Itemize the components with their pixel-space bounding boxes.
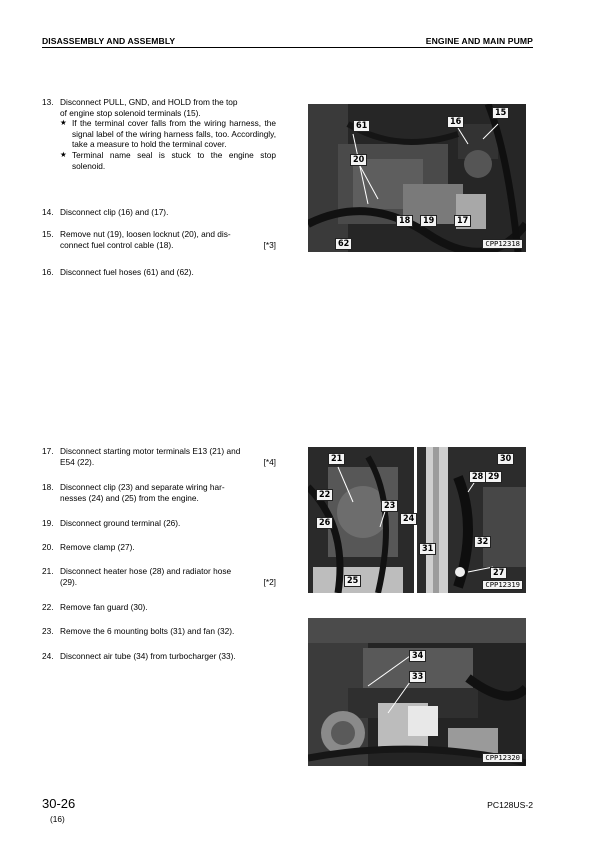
callout-label: 29 bbox=[485, 471, 502, 483]
step-text: Remove clamp (27). bbox=[60, 542, 135, 552]
callout-label: 15 bbox=[492, 107, 509, 119]
step-text: Disconnect fuel hoses (61) and (62). bbox=[60, 267, 194, 277]
step-text: Disconnect air tube (34) from turbocharger (33). bbox=[60, 651, 236, 661]
photo-illustration bbox=[308, 104, 526, 252]
step-number: 18. bbox=[42, 482, 54, 492]
photo-code: CPP12319 bbox=[482, 580, 523, 590]
engine-photo-turbocharger bbox=[308, 618, 526, 766]
model-number: PC128US-2 bbox=[487, 800, 533, 810]
step-19 bbox=[42, 518, 276, 529]
step-20 bbox=[42, 542, 276, 553]
reference-mark: [*3] bbox=[263, 239, 276, 250]
callout-label: 27 bbox=[490, 567, 507, 579]
star-icon: ★ bbox=[60, 118, 67, 128]
step-number: 20. bbox=[42, 542, 54, 552]
step-text-cont: E54 (22). bbox=[60, 456, 95, 467]
step-number: 16. bbox=[42, 267, 54, 277]
step-note: Terminal name seal is stuck to the engine stop solenoid. bbox=[72, 149, 276, 171]
step-number: 17. bbox=[42, 446, 54, 456]
step-number: 23. bbox=[42, 626, 54, 636]
step-13 bbox=[42, 97, 276, 171]
engine-photo-starter-fan bbox=[308, 447, 526, 593]
page-number: 30-26 bbox=[42, 796, 76, 811]
step-18 bbox=[42, 482, 276, 503]
chapter-title: ENGINE AND MAIN PUMP bbox=[425, 36, 533, 46]
step-text-cont: of engine stop solenoid terminals (15). bbox=[60, 107, 201, 118]
callout-label: 30 bbox=[497, 453, 514, 465]
step-text: Remove the 6 mounting bolts (31) and fan (32). bbox=[60, 626, 235, 636]
step-number: 21. bbox=[42, 566, 54, 576]
reference-mark: [*4] bbox=[263, 456, 276, 467]
callout-label: 16 bbox=[447, 116, 464, 128]
callout-label: 33 bbox=[409, 671, 426, 683]
callout-label: 26 bbox=[316, 517, 333, 529]
star-icon: ★ bbox=[60, 149, 67, 159]
step-text: Disconnect starting motor terminals E13 (21) and bbox=[60, 446, 241, 456]
step-15 bbox=[42, 229, 276, 250]
header-rule bbox=[42, 47, 533, 48]
step-text: Disconnect clip (23) and separate wiring har- bbox=[60, 482, 225, 492]
step-number: 15. bbox=[42, 229, 54, 239]
step-text: Disconnect heater hose (28) and radiator hose bbox=[60, 566, 232, 576]
callout-label: 22 bbox=[316, 489, 333, 501]
callout-label: 20 bbox=[350, 154, 367, 166]
callout-label: 17 bbox=[454, 215, 471, 227]
step-text: Disconnect ground terminal (26). bbox=[60, 518, 181, 528]
step-text: Remove fan guard (30). bbox=[60, 602, 148, 612]
step-17 bbox=[42, 446, 276, 467]
step-text-cont: connect fuel control cable (18). bbox=[60, 239, 174, 250]
photo-code: CPP12318 bbox=[482, 239, 523, 249]
callout-label: 61 bbox=[353, 120, 370, 132]
step-23 bbox=[42, 626, 276, 637]
callout-label: 28 bbox=[469, 471, 486, 483]
photo-illustration bbox=[308, 618, 526, 766]
step-number: 22. bbox=[42, 602, 54, 612]
step-14 bbox=[42, 207, 276, 218]
step-number: 13. bbox=[42, 97, 54, 107]
step-16 bbox=[42, 267, 276, 278]
step-number: 14. bbox=[42, 207, 54, 217]
step-number: 24. bbox=[42, 651, 54, 661]
page-sub-number: (16) bbox=[50, 814, 65, 824]
step-note: If the terminal cover falls from the wiring harness, the signal label of the wiring harness falls, too. Accordingly, take a measure to hold the terminal cover. bbox=[72, 118, 276, 150]
engine-photo-fuel-control bbox=[308, 104, 526, 252]
callout-label: 18 bbox=[396, 215, 413, 227]
photo-code: CPP12320 bbox=[482, 753, 523, 763]
callout-label: 23 bbox=[381, 500, 398, 512]
step-text-cont: (29). bbox=[60, 576, 78, 587]
step-24 bbox=[42, 651, 276, 662]
step-22 bbox=[42, 602, 276, 613]
callout-label: 19 bbox=[420, 215, 437, 227]
callout-label: 34 bbox=[409, 650, 426, 662]
section-title: DISASSEMBLY AND ASSEMBLY bbox=[42, 36, 176, 46]
step-number: 19. bbox=[42, 518, 54, 528]
callout-label: 62 bbox=[335, 238, 352, 250]
step-21 bbox=[42, 566, 276, 587]
reference-mark: [*2] bbox=[263, 576, 276, 587]
callout-label: 21 bbox=[328, 453, 345, 465]
step-text-cont: nesses (24) and (25) from the engine. bbox=[60, 492, 199, 503]
step-text: Disconnect clip (16) and (17). bbox=[60, 207, 169, 217]
step-text: Disconnect PULL, GND, and HOLD from the top bbox=[60, 97, 238, 107]
callout-label: 24 bbox=[400, 513, 417, 525]
callout-label: 31 bbox=[419, 543, 436, 555]
step-text: Remove nut (19), loosen locknut (20), and dis- bbox=[60, 229, 231, 239]
callout-label: 25 bbox=[344, 575, 361, 587]
callout-label: 32 bbox=[474, 536, 491, 548]
